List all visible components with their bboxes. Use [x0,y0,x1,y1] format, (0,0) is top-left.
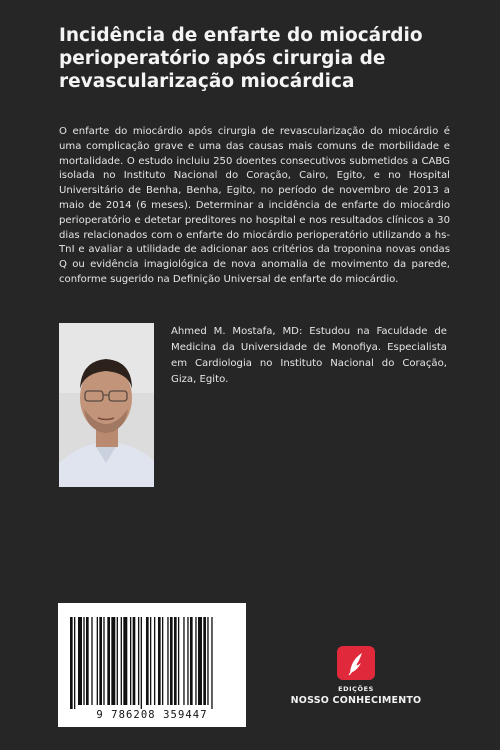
barcode-bar [150,617,151,705]
barcode-bar [203,617,206,705]
barcode-bar [70,617,73,709]
publisher-name: NOSSO CONHECIMENTO [290,695,422,706]
isbn-barcode [58,603,246,727]
author-bio: Ahmed M. Mostafa, MD: Estudou na Faculdade de Medicina da Universidade de Monofiya. Especialista em Cardiologia no Instituto Nacional do Coração, Giza, Egito. [171,326,447,385]
barcode-bar [91,617,92,705]
barcode-bar [133,617,136,705]
barcode-bar [195,617,196,705]
barcode-bar [141,617,142,709]
barcode-bar [97,617,98,705]
author-photo [59,323,154,487]
barcode-bar [190,617,193,705]
isbn-number: 9 786208 359447 [96,709,208,721]
book-abstract: O enfarte do miocárdio após cirurgia de revascularização do miocárdio é uma complicação grave e uma das causas mais comuns de morbilidade e mortalidade. O estudo incluiu 250 doentes consecutivos submetidos a CABG isolada no Instituto Nacional do Coração, Cairo, Egito, e no Hospital Universitário de Benha, Benha, Egito, no período de novembro de 2013 a maio de 2014 (6 meses). Determinar a incidência de enfarte do miocárdio perioperatório e detetar preditores no hospital e nos resultados clínicos a 30 dias relacionados com o enfarte do miocárdio perioperatório utilizando a hs-TnI e avaliar a utilidade de adicionar aos critérios da troponina novas ondas Q ou evidência imagiológica de nova anomalia de movimento da parede, conforme sugerido na Definição Universal de enfarte do miocárdio. [59,126,450,285]
barcode-bar [187,617,188,705]
barcode-bar [99,617,102,705]
barcode-bar [170,617,173,705]
barcode-bar [174,617,177,705]
barcode-bar [211,617,212,709]
barcode-bar [74,617,75,709]
barcode-bar [138,617,139,705]
barcode-bar [123,617,127,705]
barcode-bar [121,617,122,705]
barcode-bar [130,617,131,705]
book-title: Incidência de enfarte do miocárdio perioperatório após cirurgia de revascularização miocárdica [59,25,423,92]
barcode-bar [167,617,168,705]
barcode-bar [83,617,84,705]
publisher-logo [285,646,427,706]
barcode-bar [107,617,110,705]
barcode-bar [158,617,161,705]
barcode-bar [78,617,82,705]
barcode-bar [117,617,118,705]
barcode-bar [111,617,115,705]
barcode-bar [154,617,155,705]
barcode-bar [178,617,179,705]
barcode-bar [86,617,89,705]
barcode-bar [162,617,163,705]
barcode-bar [146,617,149,705]
publisher-line1: EDIÇÕES [338,685,374,693]
quill-feather-icon [337,646,375,680]
barcode-bar [207,617,208,705]
barcode-bar [198,617,202,705]
barcode-bar [103,617,104,705]
barcode-bar [183,617,184,705]
